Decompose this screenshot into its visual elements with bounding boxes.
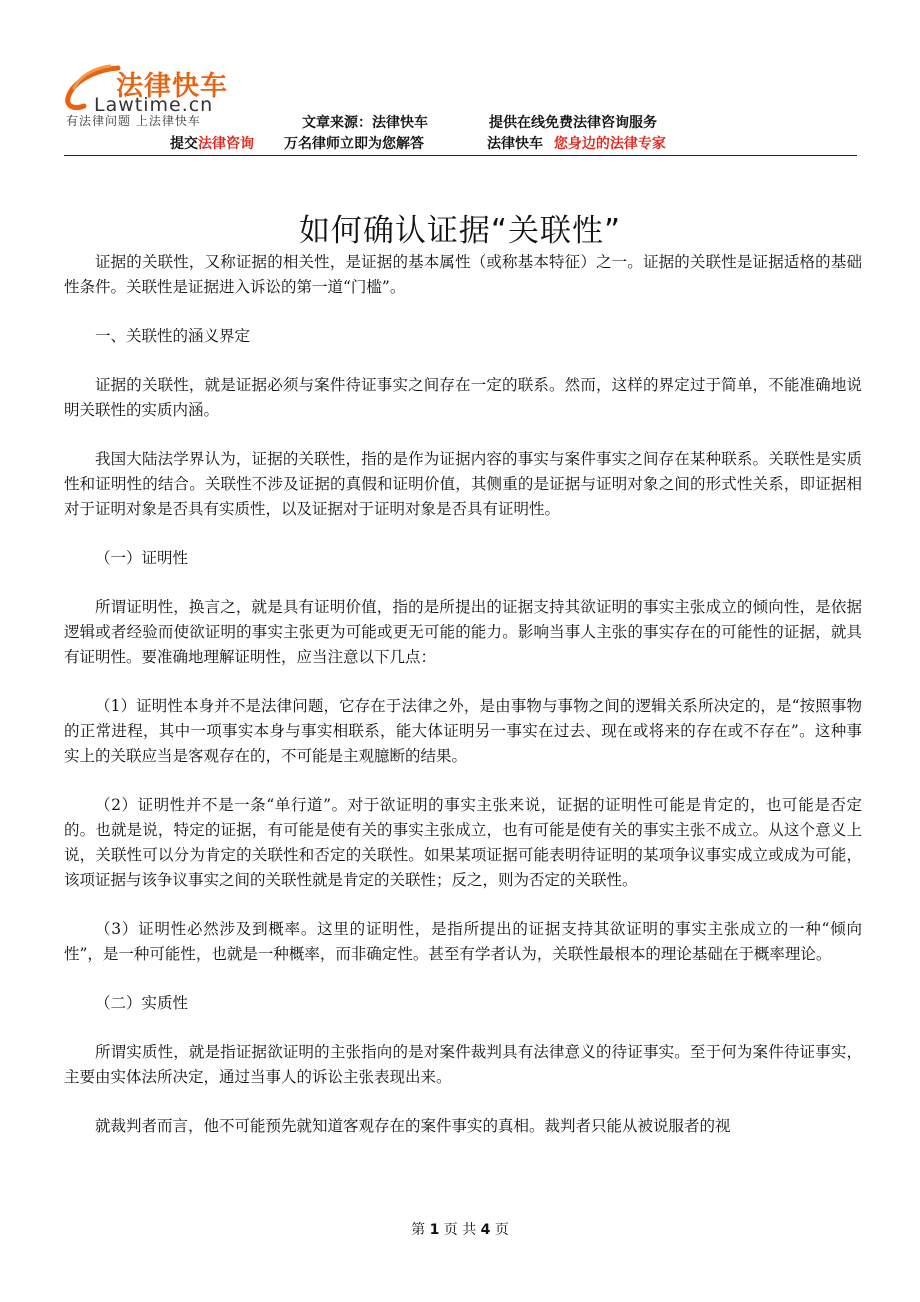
paragraph: （1）证明性本身并不是法律问题，它存在于法律之外，是由事物与事物之间的逻辑关系所决定的，是“按照事物的正常进程，其中一项事实本身与事实相联系，能大体证明另一事实在过去、现在或将来的存在或不存在”。这种事实上的关联应当是客观存在的，不可能是主观臆断的结果。: [64, 697, 862, 765]
brand-tagline: 您身边的法律专家: [553, 136, 666, 152]
logo-chinese-name: 法律快车: [116, 71, 228, 102]
subsection-heading: （二）实质性: [95, 994, 189, 1012]
document-body: [64, 250, 862, 1163]
paragraph: （2）证明性并不是一条“单行道”。对于欲证明的事实主张来说，证据的证明性可能是肯定的，也可能是否定的。也就是说，特定的证据，有可能是使有关的事实主张成立，也有可能是使有关的事实主张不成立。从这个意义上说，关联性可以分为肯定的关联性和否定的关联性。如果某项证据可能表明待证明的某项争议事实成立或成为可能，该项证据与该争议事实之间的关联性就是肯定的关联性；反之，则为否定的关联性。: [64, 796, 862, 889]
paragraph: 证据的关联性，又称证据的相关性，是证据的基本属性（或称基本特征）之一。证据的关联性是证据适格的基础性条件。关联性是证据进入诉讼的第一道“门槛”。: [64, 253, 862, 296]
page-footer: [0, 1219, 920, 1239]
paragraph: 我国大陆法学界认为，证据的关联性，指的是作为证据内容的事实与案件事实之间存在某种联系。关联性是实质性和证明性的结合。关联性不涉及证据的真假和证明价值，其侧重的是证据与证明对象之间的形式性关系，即证据相对于证明对象是否具有实质性，以及证据对于证明对象是否具有证明性。: [64, 450, 862, 518]
subsection-heading: （一）证明性: [95, 549, 189, 567]
section-heading: 一、关联性的涵义界定: [95, 327, 251, 345]
paragraph: 就裁判者而言，他不可能预先就知道客观存在的案件事实的真相。裁判者只能从被说服者的视: [95, 1117, 731, 1135]
source-label: 文章来源：法律快车: [302, 115, 428, 131]
lawtime-logo[interactable]: [64, 62, 294, 128]
page-header: [64, 62, 857, 156]
paragraph: 证据的关联性，就是证据必须与案件待证事实之间存在一定的联系。然而，这样的界定过于简单，不能准确地说明关联性的实质内涵。: [64, 376, 862, 419]
logo-domain: Lawtime.cn: [94, 94, 214, 116]
submit-prefix: 提交: [170, 136, 198, 152]
document-title: 如何确认证据“关联性”: [298, 212, 622, 249]
footer-suffix: 页: [494, 1222, 509, 1238]
page-total: 4: [480, 1222, 491, 1238]
header-divider: [64, 155, 857, 156]
footer-middle: 页 共: [443, 1222, 477, 1238]
service-text: 提供在线免费法律咨询服务: [489, 115, 657, 131]
footer-prefix: 第: [411, 1222, 426, 1238]
brand-name: 法律快车: [487, 136, 543, 152]
submit-consult-link[interactable]: [170, 133, 254, 153]
brand-line[interactable]: [487, 133, 666, 153]
page-number: 1: [429, 1222, 440, 1238]
paragraph: （3）证明性必然涉及到概率。这里的证明性，是指所提出的证据支持其欲证明的事实主张成立的一种“倾向性”，是一种可能性，也就是一种概率，而非确定性。甚至有学者认为，关联性最根本的理论基础在于概率理论。: [64, 920, 862, 963]
lawyers-text: 万名律师立即为您解答: [284, 136, 424, 152]
paragraph: 所谓证明性，换言之，就是具有证明价值，指的是所提出的证据支持其欲证明的事实主张成立的倾向性，是依据逻辑或者经验而使欲证明的事实主张更为可能或更无可能的能力。影响当事人主张的事实存在的可能性的证据，就具有证明性。要准确地理解证明性，应当注意以下几点：: [64, 598, 862, 666]
consult-highlight: 法律咨询: [198, 136, 254, 152]
paragraph: 所谓实质性，就是指证据欲证明的主张指向的是对案件裁判具有法律意义的待证事实。至于何为案件待证事实，主要由实体法所决定，通过当事人的诉讼主张表现出来。: [64, 1043, 862, 1086]
logo-slogan: 有法律问题 上法律快车: [66, 114, 201, 128]
